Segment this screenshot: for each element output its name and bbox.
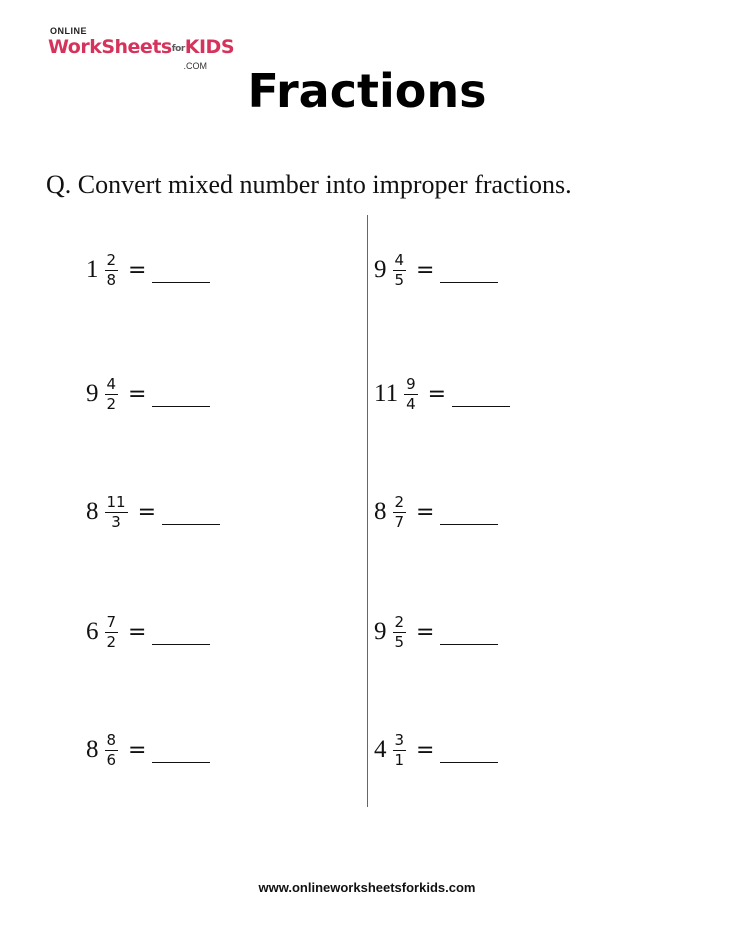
- fraction: [393, 494, 407, 531]
- answer-blank[interactable]: [152, 268, 210, 283]
- footer-url[interactable]: www.onlineworksheetsforkids.com: [258, 880, 476, 895]
- problem-1: [86, 242, 210, 298]
- whole-number: 8: [374, 498, 387, 525]
- whole-number: 4: [374, 736, 387, 763]
- numerator: 2: [106, 250, 117, 269]
- problem-9: [86, 722, 210, 778]
- equals-sign: =: [128, 737, 147, 763]
- equals-sign: =: [416, 619, 435, 645]
- problem-4: [374, 366, 510, 422]
- question-prompt: Q. Convert mixed number into improper fractions.: [46, 170, 572, 199]
- answer-blank[interactable]: [440, 268, 498, 283]
- denominator: 7: [394, 512, 405, 531]
- fraction: [404, 376, 418, 413]
- answer-blank[interactable]: [162, 510, 220, 525]
- answer-blank[interactable]: [440, 748, 498, 763]
- denominator: 8: [106, 270, 117, 289]
- denominator: 5: [394, 270, 405, 289]
- numerator: 2: [394, 612, 405, 631]
- equals-sign: =: [416, 737, 435, 763]
- logo-wordmark: [48, 36, 234, 58]
- equals-sign: =: [128, 619, 147, 645]
- fraction: [105, 376, 119, 413]
- fraction: [105, 732, 119, 769]
- whole-number: 1: [86, 256, 99, 283]
- problem-5: [86, 484, 220, 540]
- whole-number: 9: [374, 256, 387, 283]
- column-divider: [367, 215, 368, 807]
- equals-sign: =: [137, 499, 157, 525]
- whole-number: 6: [86, 618, 99, 645]
- fraction: [393, 614, 407, 651]
- logo-for-text: for: [171, 44, 185, 54]
- logo-online-text: ONLINE: [50, 26, 88, 36]
- numerator: 2: [394, 492, 405, 511]
- logo-worksheets-text: WorkSheets: [48, 36, 172, 58]
- answer-blank[interactable]: [152, 748, 210, 763]
- whole-number: 8: [86, 498, 99, 525]
- fraction: [393, 732, 407, 769]
- answer-blank[interactable]: [152, 630, 210, 645]
- whole-number: 8: [86, 736, 99, 763]
- numerator: 3: [394, 730, 405, 749]
- page-title: Fractions: [247, 64, 487, 118]
- equals-sign: =: [416, 257, 435, 283]
- equals-sign: =: [427, 381, 447, 407]
- numerator: 4: [394, 250, 405, 269]
- problem-7: [86, 604, 210, 660]
- denominator: 2: [106, 394, 117, 413]
- problem-10: [374, 722, 498, 778]
- answer-blank[interactable]: [452, 392, 510, 407]
- answer-blank[interactable]: [440, 510, 498, 525]
- denominator: 1: [394, 750, 405, 769]
- numerator: 8: [106, 730, 117, 749]
- denominator: 2: [106, 632, 117, 651]
- whole-number: 9: [86, 380, 99, 407]
- fraction: [105, 252, 119, 289]
- problem-6: [374, 484, 498, 540]
- equals-sign: =: [128, 381, 147, 407]
- fraction: [105, 614, 119, 651]
- problem-2: [374, 242, 498, 298]
- equals-sign: =: [416, 499, 435, 525]
- equals-sign: =: [128, 257, 147, 283]
- denominator: 6: [106, 750, 117, 769]
- whole-number: 9: [374, 618, 387, 645]
- numerator: 9: [406, 374, 416, 393]
- fraction: [393, 252, 407, 289]
- problem-3: [86, 366, 210, 422]
- answer-blank[interactable]: [152, 392, 210, 407]
- numerator: 7: [106, 612, 117, 631]
- denominator: 3: [111, 512, 121, 531]
- logo-kids-text: KIDS: [184, 36, 235, 58]
- denominator: 5: [394, 632, 405, 651]
- numerator: 11: [106, 492, 126, 511]
- answer-blank[interactable]: [440, 630, 498, 645]
- fraction: [105, 494, 128, 531]
- whole-number: 11: [374, 380, 399, 407]
- logo-com-text: .COM: [183, 61, 207, 71]
- numerator: 4: [106, 374, 117, 393]
- problem-8: [374, 604, 498, 660]
- denominator: 4: [406, 394, 416, 413]
